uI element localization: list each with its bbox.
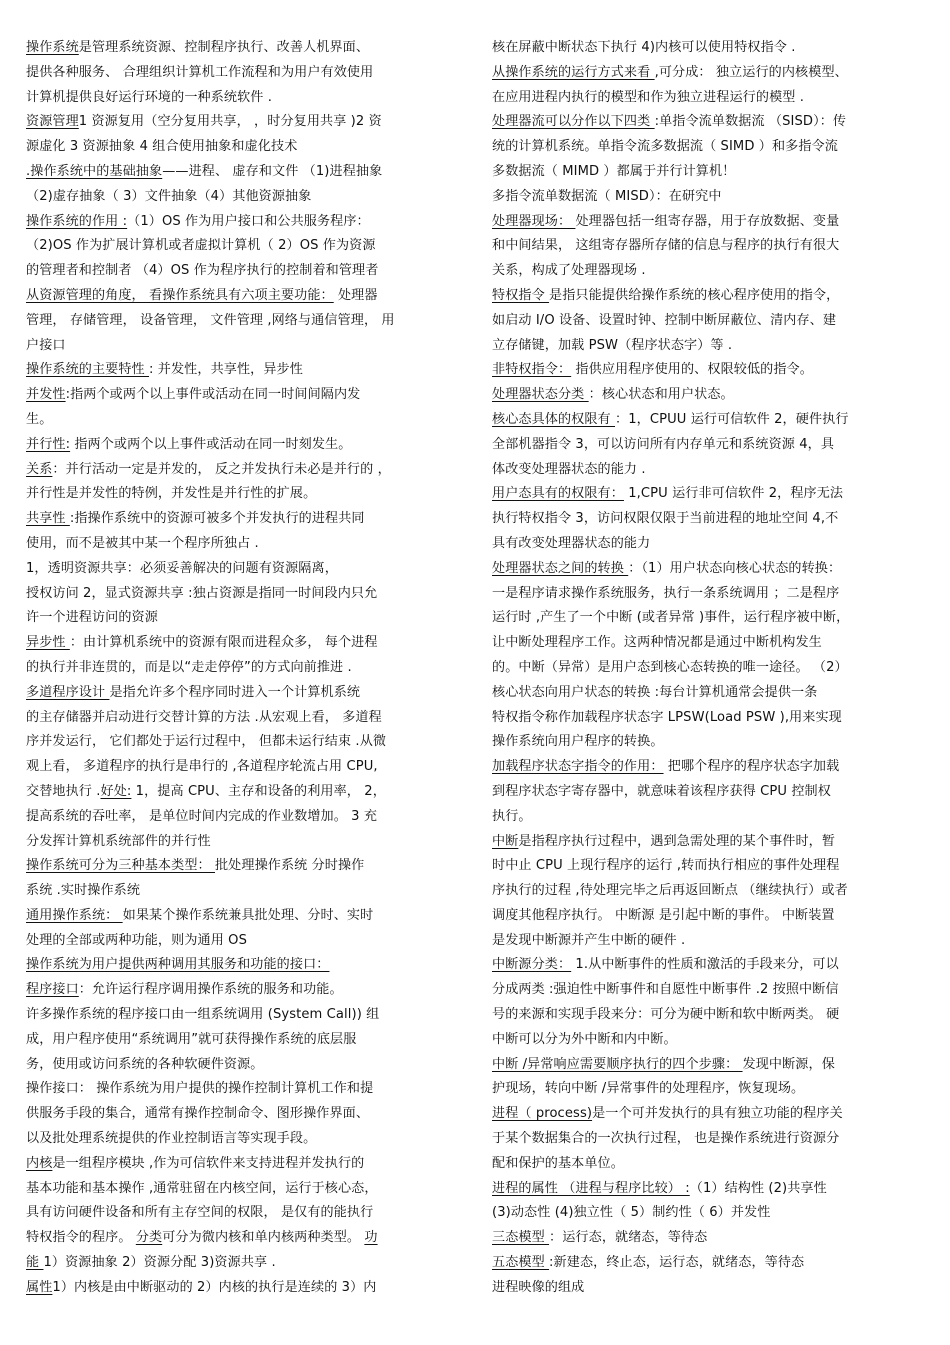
text-segment: ——进程、 虚存和文件 （1)进程抽象 bbox=[162, 163, 383, 179]
text-segment: 1,CPU 运行非可信软件 2，程序无法 bbox=[623, 486, 844, 502]
text-segment: 处理器 bbox=[333, 287, 378, 303]
text-line bbox=[492, 160, 928, 185]
text-segment: 处理的全部或两种功能，则为通用 OS bbox=[26, 932, 247, 948]
text-segment: :指两个或两个以上事件或活动在同一时间间隔内发 bbox=[65, 387, 361, 403]
text-line bbox=[26, 1152, 462, 1177]
text-segment: 发现中断源，保 bbox=[742, 1056, 835, 1072]
text-line bbox=[26, 1127, 462, 1152]
underlined-term: 中断源分类： bbox=[492, 957, 572, 973]
text-line bbox=[26, 433, 462, 458]
text-segment: 多数据流（ MIMD ）都属于并行计算机！ bbox=[492, 163, 736, 179]
text-segment: (3)动态性 (4)独立性（ 5）制约性（ 6）并发性 bbox=[492, 1205, 771, 1221]
text-line bbox=[492, 86, 928, 111]
text-segment: 许一个进程访问的资源 bbox=[26, 610, 158, 626]
underlined-term: 共享性 bbox=[26, 511, 70, 527]
text-line bbox=[26, 36, 462, 61]
text-segment: 号的来源和实现手段来分：可分为硬中断和软中断两类。 硬 bbox=[492, 1007, 840, 1023]
text-line bbox=[26, 458, 462, 483]
text-segment: 1）内核是由中断驱动的 2）内核的执行是连续的 3）内 bbox=[52, 1279, 377, 1295]
underlined-term: 进程（ process) bbox=[492, 1106, 593, 1122]
text-segment: 护现场，转向中断 /异常事件的处理程序，恢复现场。 bbox=[492, 1081, 805, 1097]
text-line bbox=[26, 210, 462, 235]
underlined-term: 程序接口 bbox=[26, 982, 79, 998]
text-line bbox=[26, 1077, 462, 1102]
text-segment: ：允许运行程序调用操作系统的服务和功能。 bbox=[78, 982, 343, 998]
underlined-term: 并发性 bbox=[26, 387, 66, 403]
text-segment: （1）结构性 (2)共享性 bbox=[689, 1180, 827, 1196]
text-segment: 于某个数据集合的一次执行过程， 也是操作系统进行资源分 bbox=[492, 1131, 840, 1147]
text-segment: 时中止 CPU 上现行程序的运行 ,转而执行相应的事件处理程 bbox=[492, 858, 840, 874]
text-segment: 许多操作系统的程序接口由一组系统调用 (System Call)) 组 bbox=[26, 1007, 380, 1023]
text-segment: 授权访问 2，显式资源共享 :独占资源是指同一时间段内只允 bbox=[26, 585, 378, 601]
underlined-term: 三态模型 bbox=[492, 1230, 550, 1246]
text-line bbox=[26, 805, 462, 830]
text-segment: 分成两类 :强迫性中断事件和自愿性中断事件 .2 按照中断信 bbox=[492, 982, 839, 998]
text-segment: 系统 .实时操作系统 bbox=[26, 883, 141, 899]
text-line bbox=[492, 309, 928, 334]
underlined-term: 操作系统可分为三种基本类型： bbox=[26, 858, 215, 874]
text-segment: 核在屏蔽中断状态下执行 4)内核可以使用特权指令 . bbox=[492, 40, 796, 55]
text-segment: 如启动 I/O 设备、设置时钟、控制中断屏蔽位、清内存、建 bbox=[492, 312, 837, 328]
text-line bbox=[26, 1053, 462, 1078]
text-line bbox=[492, 234, 928, 259]
text-line bbox=[492, 755, 928, 780]
text-segment: 如果某个操作系统兼具批处理、分时、实时 bbox=[122, 907, 374, 923]
underlined-term: 异步性 bbox=[26, 635, 70, 651]
text-line bbox=[492, 1053, 928, 1078]
text-line bbox=[26, 1226, 462, 1251]
text-segment: 统的计算机系统。单指令流多数据流（ SIMD ）和多指令流 bbox=[492, 139, 838, 155]
text-segment: 序执行的过程 ,待处理完毕之后再返回断点 （继续执行）或者 bbox=[492, 883, 848, 899]
text-line bbox=[26, 1201, 462, 1226]
text-line bbox=[492, 110, 928, 135]
underlined-term: 多道程序设计 bbox=[26, 684, 110, 700]
text-segment: ：运行态，就绪态，等待态 bbox=[549, 1230, 708, 1246]
text-segment: ：并行活动一定是并发的， 反之并发执行未必是并行的 ， bbox=[52, 461, 391, 477]
underlined-term: 核心态具体的权限有 bbox=[492, 411, 616, 427]
text-segment: 多指令流单数据流（ MISD）：在研究中 bbox=[492, 188, 722, 204]
underlined-term: 非特权指令： bbox=[492, 362, 572, 378]
underlined-term: 属性 bbox=[26, 1279, 53, 1295]
underlined-term: 五态模型 bbox=[492, 1255, 550, 1271]
underlined-term: 特权指令 bbox=[492, 287, 550, 303]
text-segment: 交替地执行 . bbox=[26, 783, 101, 799]
text-line bbox=[492, 557, 928, 582]
underlined-term: 操作系统为用户提供两种调用其服务和功能的接口： bbox=[26, 957, 330, 973]
text-line bbox=[492, 284, 928, 309]
text-segment: 1，提高 CPU、主存和设备的利用率， 2， bbox=[131, 783, 386, 799]
text-segment: 特权指令的程序。 bbox=[26, 1230, 136, 1246]
text-segment: 是管理系统资源、控制程序执行、改善人机界面、 bbox=[78, 40, 370, 55]
text-segment: 让中断处理程序工作。这两种情况都是通过中断机构发生 bbox=[492, 635, 822, 651]
underlined-term: 资源管理 bbox=[26, 114, 79, 130]
text-line bbox=[26, 383, 462, 408]
text-line bbox=[492, 854, 928, 879]
text-segment: 是指只能提供给操作系统的核心程序使用的指令， bbox=[549, 287, 840, 303]
text-line bbox=[492, 706, 928, 731]
text-segment: 的主存储器并启动进行交替计算的方法 .从宏观上看， 多道程 bbox=[26, 709, 382, 725]
text-line bbox=[492, 904, 928, 929]
text-segment: 是指允许多个程序同时进入一个计算机系统 bbox=[109, 684, 361, 700]
text-line bbox=[492, 1127, 928, 1152]
text-line bbox=[26, 1028, 462, 1053]
text-segment: 1，透明资源共享：必须妥善解决的问题有资源隔离， bbox=[26, 560, 338, 576]
text-line bbox=[26, 1276, 462, 1301]
text-line bbox=[26, 706, 462, 731]
text-line bbox=[492, 334, 928, 359]
text-line bbox=[492, 830, 928, 855]
text-line bbox=[492, 185, 928, 210]
text-segment: 是一组程序模块 ,作为可信软件来支持进程并发执行的 bbox=[52, 1155, 365, 1171]
text-line bbox=[26, 135, 462, 160]
text-segment: 执行。 bbox=[492, 808, 532, 824]
text-line bbox=[492, 458, 928, 483]
text-segment: 处理器包括一组寄存器，用于存放数据、变量 bbox=[575, 213, 840, 229]
text-segment: 立存储键，加载 PSW（程序状态字）等 . bbox=[492, 337, 733, 353]
text-line bbox=[492, 681, 928, 706]
text-line bbox=[26, 1177, 462, 1202]
text-segment: 的执行并非连贯的，而是以“走走停停”的方式向前推进 . bbox=[26, 659, 352, 675]
text-segment: 到程序状态字寄存器中，就意味着该程序获得 CPU 控制权 bbox=[492, 783, 831, 799]
underlined-term: 好处: bbox=[100, 783, 132, 799]
text-segment: 使用，而不是被其中某一个程序所独占 . bbox=[26, 535, 259, 551]
text-segment: 关系，构成了处理器现场 . bbox=[492, 263, 646, 279]
text-segment: 操作系统向用户程序的转换。 bbox=[492, 734, 664, 750]
text-segment: （1）OS 作为用户接口和公共服务程序： bbox=[127, 213, 370, 229]
text-line bbox=[492, 730, 928, 755]
text-line bbox=[26, 160, 462, 185]
underlined-term: 处理器现场： bbox=[492, 213, 576, 229]
underlined-term: 操作系统 bbox=[26, 40, 79, 55]
text-line bbox=[26, 358, 462, 383]
text-line bbox=[492, 929, 928, 954]
text-line bbox=[26, 284, 462, 309]
text-segment: 源虚化 3 资源抽象 4 组合使用抽象和虚化技术 bbox=[26, 139, 298, 155]
text-line bbox=[492, 805, 928, 830]
underlined-term: 从资源管理的角度， 看操作系统具有六项主要功能： bbox=[26, 287, 334, 303]
text-line bbox=[492, 36, 928, 61]
underlined-term: 能 bbox=[26, 1255, 44, 1271]
text-segment: ：（1）用户状态向核心状态的转换： bbox=[628, 560, 842, 576]
text-line bbox=[26, 929, 462, 954]
text-segment: 是一个可并发执行的具有独立功能的程序关 bbox=[592, 1106, 843, 1122]
text-segment: 基本功能和基本操作 ,通常驻留在内核空间，运行于核心态， bbox=[26, 1180, 378, 1196]
text-line bbox=[26, 408, 462, 433]
underlined-term: 用户态具有的权限有： bbox=[492, 486, 624, 502]
text-line bbox=[26, 854, 462, 879]
text-segment: 是指程序执行过程中，遇到急需处理的某个事件时，暂 bbox=[518, 833, 836, 849]
text-line bbox=[26, 1102, 462, 1127]
text-segment: 序并发运行， 它们都处于运行过程中， 但都未运行结束 .从微 bbox=[26, 734, 387, 750]
text-line bbox=[492, 879, 928, 904]
text-segment: 1.从中断事件的性质和激活的手段来分，可以 bbox=[571, 957, 839, 973]
text-line bbox=[492, 582, 928, 607]
text-line bbox=[492, 656, 928, 681]
text-line bbox=[492, 953, 928, 978]
text-line bbox=[492, 780, 928, 805]
text-line bbox=[26, 507, 462, 532]
underlined-term: 并行性: bbox=[26, 436, 71, 452]
text-segment: 是发现中断源并产生中断的硬件 . bbox=[492, 932, 686, 948]
text-line bbox=[26, 953, 462, 978]
underlined-term: 通用操作系统： bbox=[26, 907, 123, 923]
text-line bbox=[492, 482, 928, 507]
text-line bbox=[492, 978, 928, 1003]
text-line bbox=[26, 532, 462, 557]
text-segment: 成，用户程序使用“系统调用”就可获得操作系统的底层服 bbox=[26, 1031, 357, 1047]
underlined-term: .操作系统中的基础抽象 bbox=[26, 163, 163, 179]
underlined-term: 处理器状态分类 bbox=[492, 387, 589, 403]
text-line bbox=[26, 334, 462, 359]
text-line bbox=[492, 210, 928, 235]
text-segment: ：核心状态和用户状态。 bbox=[588, 387, 734, 403]
underlined-term: 从操作系统的运行方式来看 bbox=[492, 64, 655, 80]
text-segment: （2)OS 作为扩展计算机或者虚拟计算机（ 2）OS 作为资源 bbox=[26, 238, 376, 254]
text-line bbox=[492, 1028, 928, 1053]
text-segment: 1 资源复用（空分复用共享， ，时分复用共享 )2 资 bbox=[78, 114, 382, 130]
text-segment: 计算机提供良好运行环境的一种系统软件 . bbox=[26, 89, 273, 105]
text-line bbox=[492, 61, 928, 86]
text-segment: 供服务手段的集合，通常有操作控制命令、图形操作界面、 bbox=[26, 1106, 370, 1122]
text-line bbox=[26, 61, 462, 86]
text-line bbox=[26, 631, 462, 656]
text-line bbox=[492, 1152, 928, 1177]
text-segment: 一是程序请求操作系统服务，执行一条系统调用 ；二是程序 bbox=[492, 585, 840, 601]
text-segment: :单指令流单数据流 （SISD）：传 bbox=[654, 114, 847, 130]
text-segment: 指两个或两个以上事件或活动在同一时刻发生。 bbox=[70, 436, 352, 452]
text-segment: 具有改变处理器状态的能力 bbox=[492, 535, 651, 551]
text-segment: 户接口 bbox=[26, 337, 66, 353]
text-segment: 配和保护的基本单位。 bbox=[492, 1155, 624, 1171]
underlined-term: 内核 bbox=[26, 1155, 53, 1171]
text-segment: : 并发性，共享性，异步性 bbox=[149, 362, 303, 378]
underlined-term: 功 bbox=[364, 1230, 378, 1246]
text-line bbox=[492, 507, 928, 532]
text-segment: 提供各种服务、 合理组织计算机工作流程和为用户有效使用 bbox=[26, 64, 374, 80]
text-line bbox=[492, 259, 928, 284]
text-line bbox=[26, 582, 462, 607]
text-segment: （2)虚存抽象（ 3）文件抽象（4）其他资源抽象 bbox=[26, 188, 312, 204]
text-line bbox=[26, 309, 462, 334]
text-segment: 1）资源抽象 2）资源分配 3)资源共享 . bbox=[43, 1255, 276, 1271]
text-segment: 提高系统的吞吐率， 是单位时间内完成的作业数增加。 3 充 bbox=[26, 808, 378, 824]
text-line bbox=[26, 904, 462, 929]
underlined-term: 关系 bbox=[26, 461, 53, 477]
text-segment: ,可分成： 独立运行的内核模型、 bbox=[654, 64, 848, 80]
text-segment: 批处理操作系统 分时操作 bbox=[214, 858, 365, 874]
text-line bbox=[26, 482, 462, 507]
text-line bbox=[492, 532, 928, 557]
left-text-column bbox=[26, 36, 462, 1301]
text-segment: 分发挥计算机系统部件的并行性 bbox=[26, 833, 211, 849]
text-line bbox=[26, 557, 462, 582]
text-segment: 全部机器指令 3，可以访问所有内存单元和系统资源 4，具 bbox=[492, 436, 835, 452]
text-line bbox=[492, 135, 928, 160]
text-segment: 特权指令称作加载程序状态字 LPSW(Load PSW ),用来实现 bbox=[492, 709, 842, 725]
text-line bbox=[492, 383, 928, 408]
underlined-term: 处理器状态之间的转换 bbox=[492, 560, 629, 576]
text-segment: 把哪个程序的程序状态字加载 bbox=[663, 759, 840, 775]
text-segment: 具有访问硬件设备和所有主存空间的权限， 是仅有的能执行 bbox=[26, 1205, 374, 1221]
text-segment: 生。 bbox=[26, 411, 53, 427]
text-line bbox=[26, 879, 462, 904]
text-line bbox=[26, 730, 462, 755]
text-segment: 的管理者和控制者 （4）OS 作为程序执行的控制着和管理者 bbox=[26, 263, 379, 279]
text-line bbox=[492, 631, 928, 656]
text-line bbox=[26, 656, 462, 681]
text-line bbox=[26, 1251, 462, 1276]
text-segment: 中断可以分为外中断和内中断。 bbox=[492, 1031, 677, 1047]
text-segment: 体改变处理器状态的能力 . bbox=[492, 461, 646, 477]
text-line bbox=[26, 234, 462, 259]
text-line bbox=[492, 606, 928, 631]
text-line bbox=[492, 1276, 928, 1301]
underlined-term: 中断 bbox=[492, 833, 519, 849]
text-line bbox=[492, 433, 928, 458]
text-segment: 在应用进程内执行的模型和作为独立进程运行的模型 . bbox=[492, 89, 804, 105]
text-line bbox=[492, 1077, 928, 1102]
text-line bbox=[492, 1102, 928, 1127]
text-line bbox=[26, 1003, 462, 1028]
text-segment: :指操作系统中的资源可被多个并发执行的进程共同 bbox=[69, 511, 365, 527]
text-line bbox=[26, 259, 462, 284]
text-segment: 运行时 ,产生了一个中断 (或者异常 )事件，运行程序被中断， bbox=[492, 610, 850, 626]
text-line bbox=[492, 1226, 928, 1251]
text-line bbox=[26, 755, 462, 780]
underlined-term: 操作系统的主要特性 bbox=[26, 362, 150, 378]
right-text-column bbox=[492, 36, 928, 1301]
text-segment: :新建态，终止态，运行态，就绪态，等待态 bbox=[549, 1255, 805, 1271]
text-line bbox=[26, 185, 462, 210]
text-segment: 指供应用程序使用的、权限较低的指令。 bbox=[571, 362, 813, 378]
text-segment: 执行特权指令 3，访问权限仅限于当前进程的地址空间 4,不 bbox=[492, 511, 839, 527]
text-segment: 以及批处理系统提供的作业控制语言等实现手段。 bbox=[26, 1131, 317, 1147]
text-segment: 务，使用或访问系统的各种软硬件资源。 bbox=[26, 1056, 264, 1072]
text-segment: ：1，CPUU 运行可信软件 2，硬件执行 bbox=[615, 411, 849, 427]
text-segment: 进程映像的组成 bbox=[492, 1279, 585, 1295]
text-line bbox=[492, 1251, 928, 1276]
underlined-term: 操作系统的作用 : bbox=[26, 213, 128, 229]
underlined-term: 分类 bbox=[135, 1230, 163, 1246]
underlined-term: 中断 /异常响应需要顺序执行的四个步骤： bbox=[492, 1056, 743, 1072]
text-segment: 并行性是并发性的特例，并发性是并行性的扩展。 bbox=[26, 486, 317, 502]
text-segment: 和中间结果， 这组寄存器所存储的信息与程序的执行有很大 bbox=[492, 238, 840, 254]
text-line bbox=[26, 830, 462, 855]
text-line bbox=[26, 780, 462, 805]
text-segment: 可分为微内核和单内核两种类型。 bbox=[162, 1230, 365, 1246]
text-segment: ：由计算机系统中的资源有限而进程众多， 每个进程 bbox=[69, 635, 378, 651]
text-line bbox=[26, 86, 462, 111]
text-line bbox=[492, 358, 928, 383]
text-segment: 的。中断（异常）是用户态到核心态转换的唯一途径。 （2） bbox=[492, 659, 848, 675]
text-segment: 核心状态向用户状态的转换 :每台计算机通常会提供一条 bbox=[492, 684, 818, 700]
underlined-term: 进程的属性 （进程与程序比较） : bbox=[492, 1180, 690, 1196]
underlined-term: 处理器流可以分作以下四类 bbox=[492, 114, 655, 130]
text-line bbox=[492, 1201, 928, 1226]
text-line bbox=[492, 408, 928, 433]
text-line bbox=[26, 110, 462, 135]
text-segment: 管理， 存储管理， 设备管理， 文件管理 ,网络与通信管理， 用 bbox=[26, 312, 395, 328]
text-segment: 调度其他程序执行。 中断源 是引起中断的事件。 中断装置 bbox=[492, 907, 835, 923]
text-line bbox=[26, 681, 462, 706]
text-segment: 操作接口： 操作系统为用户提供的操作控制计算机工作和提 bbox=[26, 1081, 374, 1097]
underlined-term: 加载程序状态字指令的作用： bbox=[492, 759, 664, 775]
text-line bbox=[492, 1177, 928, 1202]
text-line bbox=[26, 978, 462, 1003]
text-line bbox=[26, 606, 462, 631]
text-line bbox=[492, 1003, 928, 1028]
text-segment: 观上看， 多道程序的执行是串行的 ,各道程序轮流占用 CPU, bbox=[26, 759, 378, 775]
